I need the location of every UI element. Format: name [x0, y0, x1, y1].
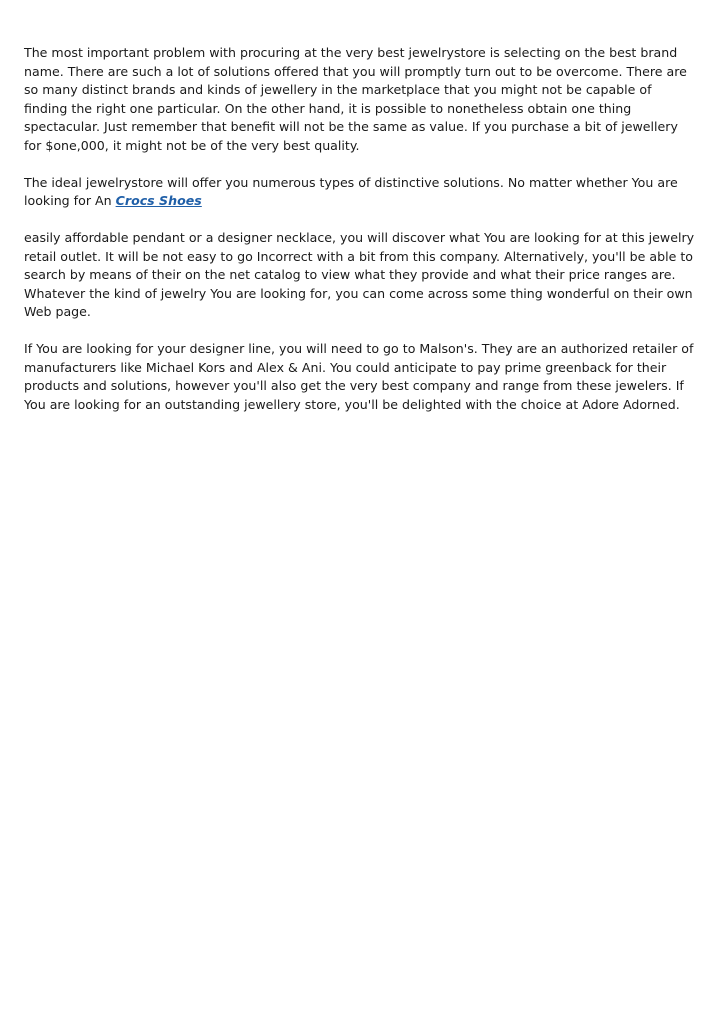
paragraph-2 [24, 174, 696, 211]
document-body [24, 44, 696, 433]
paragraph-4: If You are looking for your designer line, you will need to go to Malson's. They are an authorized retailer of manufacturers like Michael Kors and Alex & Ani. You could anticipate to pay prime greenback for their products and solutions, however you'll also get the very best company and range from these jewelers. If You are looking for an outstanding jewellery store, you'll be delighted with the choice at Adore Adorned. [24, 341, 694, 412]
paragraph-3: easily affordable pendant or a designer necklace, you will discover what You are looking for at this jewelry retail outlet. It will be not easy to go Incorrect with a bit from this company. Alternatively, you'll be able to search by means of their on the net catalog to view what they provide and what their price ranges are. Whatever the kind of jewelry You are looking for, you can come across some thing wonderful on their own Web page. [24, 230, 695, 319]
paragraph-1: The most important problem with procuring at the very best jewelrystore is selecting on the best brand name. There are such a lot of solutions offered that you will promptly turn out to be overcome. There are so many distinct brands and kinds of jewellery in the marketplace that you might not be capable of finding the right one particular. On the other hand, it is possible to nonetheless obtain one thing spectacular. Just remember that benefit will not be the same as value. If you purchase a bit of jewellery for $one,000, it might not be of the very best quality. [24, 45, 687, 153]
paragraph-2-text: The ideal jewelrystore will offer you numerous types of distinctive solutions. No matter whether You are looking for An [24, 174, 678, 208]
crocs-shoes-link[interactable]: Crocs Shoes [115, 193, 202, 208]
